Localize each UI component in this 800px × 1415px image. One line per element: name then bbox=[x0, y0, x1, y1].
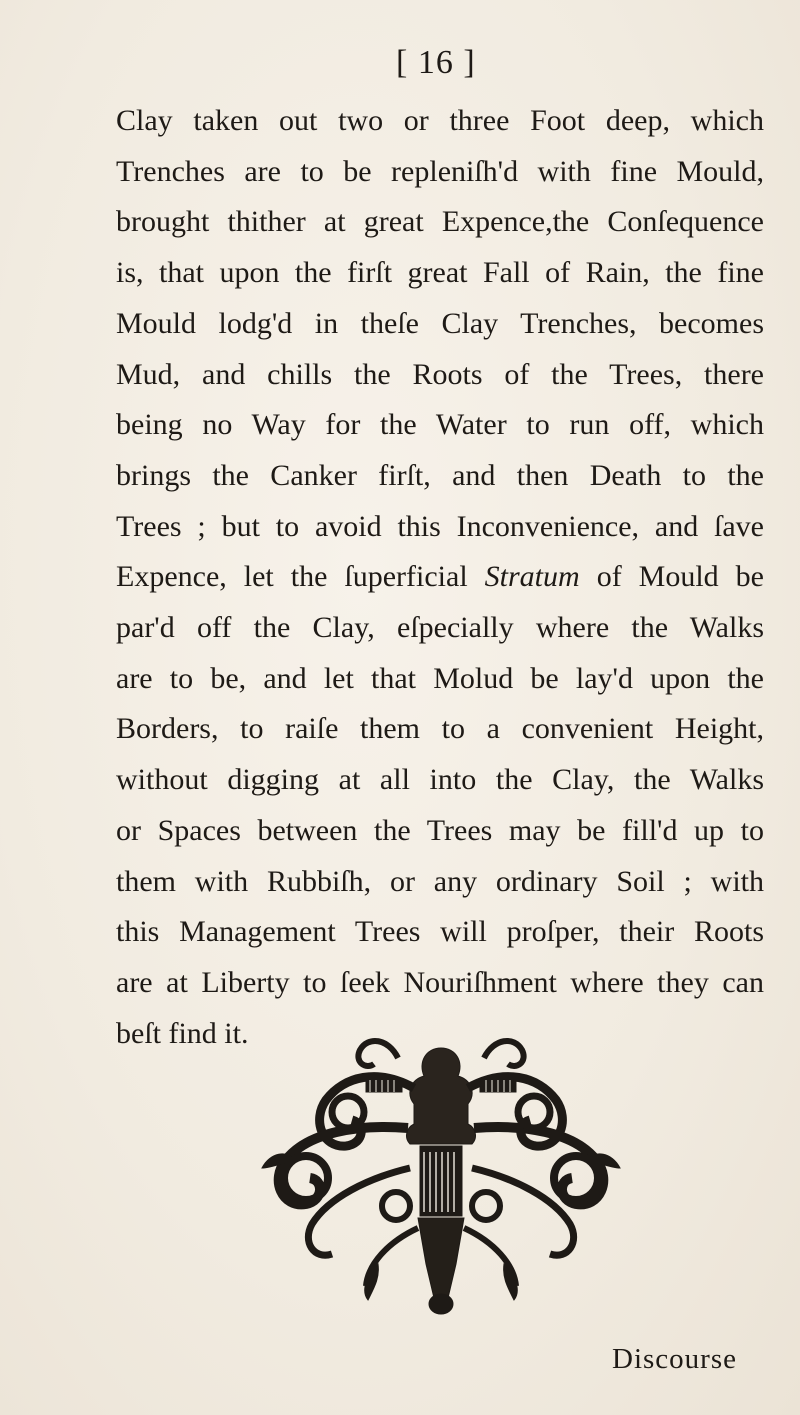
page-number: [ 16 ] bbox=[396, 44, 476, 81]
text-line: beſt find it. bbox=[116, 1016, 249, 1050]
text-line: this Management Trees will proſper, their Roots bbox=[116, 915, 764, 949]
text-line-with-italic bbox=[116, 552, 764, 603]
text-line: are at Liberty to ſeek Nouriſhment where they can bbox=[116, 965, 764, 999]
text-line: or Spaces between the Trees may be fill'd up to bbox=[116, 813, 764, 847]
italic-word: Stratum bbox=[484, 560, 580, 594]
text-line: brings the Canker firſt, and then Death to the bbox=[116, 458, 764, 492]
text-line: is, that upon the firſt great Fall of Rain, the fine bbox=[116, 256, 764, 290]
text-line: Trenches are to be repleniſh'd with fine Mould, bbox=[116, 154, 764, 188]
text-line: Borders, to raiſe them to a convenient Height, bbox=[116, 712, 764, 746]
catchword: Discourse bbox=[612, 1343, 737, 1375]
text-line: them with Rubbiſh, or any ordinary Soil ; with bbox=[116, 864, 764, 898]
text-line: Mould lodg'd in theſe Clay Trenches, becomes bbox=[116, 306, 764, 340]
text-line: Trees ; but to avoid this Inconvenience, and ſave bbox=[116, 509, 764, 543]
text-line: brought thither at great Expence,the Conſequence bbox=[116, 205, 764, 239]
ornament-tailpiece bbox=[248, 1028, 634, 1318]
body-text bbox=[116, 96, 764, 1059]
text-line: par'd off the Clay, eſpecially where the Walks bbox=[116, 611, 764, 645]
text-line: Mud, and chills the Roots of the Trees, there bbox=[116, 357, 764, 391]
text-segment: Expence, let the ſuperficial bbox=[116, 560, 468, 594]
text-line: are to be, and let that Molud be lay'd upon the bbox=[116, 661, 764, 695]
text-line: Clay taken out two or three Foot deep, which bbox=[116, 104, 764, 137]
text-segment: of Mould be bbox=[596, 560, 764, 594]
text-line: without digging at all into the Clay, the Walks bbox=[116, 763, 764, 797]
text-line: being no Way for the Water to run off, which bbox=[116, 408, 764, 442]
